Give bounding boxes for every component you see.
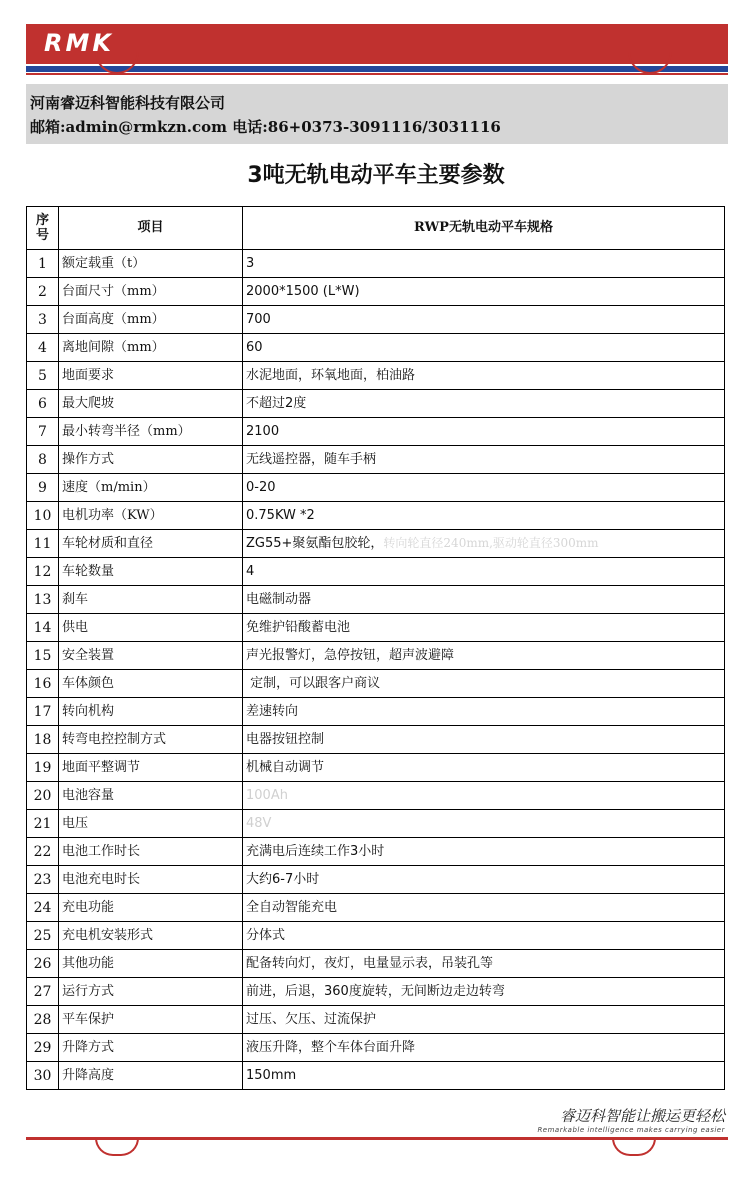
table-row [27, 838, 725, 866]
row-number: 5 [27, 362, 59, 390]
row-spec-text: 3 [246, 255, 255, 271]
row-spec-text: 过压、欠压、过流保护 [246, 1011, 377, 1027]
row-spec-text: 0-20 [246, 479, 276, 495]
row-spec [243, 782, 725, 810]
row-item: 电机功率（KW） [59, 502, 243, 530]
row-spec [243, 978, 725, 1006]
spec-table-body [27, 250, 725, 1090]
row-number: 2 [27, 278, 59, 306]
row-spec-text: ZG55+聚氨酯包胶轮， [246, 536, 384, 551]
row-number: 20 [27, 782, 59, 810]
row-item: 车轮材质和直径 [59, 530, 243, 558]
table-row [27, 894, 725, 922]
row-spec-faint-text: 48V [246, 815, 272, 831]
row-number: 1 [27, 250, 59, 278]
row-spec [243, 670, 725, 698]
table-row [27, 1062, 725, 1090]
row-item: 额定载重（t） [59, 250, 243, 278]
row-spec [243, 474, 725, 502]
spec-table [26, 206, 725, 1090]
table-row [27, 922, 725, 950]
row-spec-text: 大约6-7小时 [246, 871, 320, 887]
row-spec-text: 700 [246, 311, 271, 327]
row-spec [243, 866, 725, 894]
row-spec-text: 0.75KW *2 [246, 507, 315, 523]
table-row [27, 586, 725, 614]
row-spec-text: 配备转向灯，夜灯，电量显示表，吊装孔等 [246, 955, 494, 971]
row-spec [243, 810, 725, 838]
row-number: 10 [27, 502, 59, 530]
row-number: 4 [27, 334, 59, 362]
table-row [27, 782, 725, 810]
row-spec-text: 4 [246, 563, 255, 579]
table-row [27, 362, 725, 390]
table-row [27, 726, 725, 754]
row-number: 13 [27, 586, 59, 614]
row-item: 台面高度（mm） [59, 306, 243, 334]
row-spec [243, 894, 725, 922]
row-number: 12 [27, 558, 59, 586]
row-item: 升降高度 [59, 1062, 243, 1090]
table-row [27, 1034, 725, 1062]
row-spec-text: 2100 [246, 423, 280, 439]
row-number: 9 [27, 474, 59, 502]
table-row [27, 334, 725, 362]
header-no: 序号 [27, 207, 59, 250]
row-number: 8 [27, 446, 59, 474]
table-row [27, 950, 725, 978]
row-item: 最小转弯半径（mm） [59, 418, 243, 446]
row-spec-text: 充满电后连续工作3小时 [246, 843, 385, 859]
company-info [26, 84, 728, 144]
row-spec-text: 分体式 [246, 927, 286, 943]
row-spec [243, 726, 725, 754]
row-spec [243, 362, 725, 390]
row-item: 地面平整调节 [59, 754, 243, 782]
row-spec [243, 278, 725, 306]
table-row [27, 1006, 725, 1034]
row-spec-text: 水泥地面，环氧地面，柏油路 [246, 367, 416, 383]
row-item: 操作方式 [59, 446, 243, 474]
row-spec [243, 1062, 725, 1090]
header-item: 项目 [59, 207, 243, 250]
table-row [27, 614, 725, 642]
table-row [27, 698, 725, 726]
row-spec [243, 250, 725, 278]
row-number: 16 [27, 670, 59, 698]
row-number: 18 [27, 726, 59, 754]
row-spec-text: 定制，可以跟客户商议 [246, 675, 381, 691]
row-number: 22 [27, 838, 59, 866]
row-number: 25 [27, 922, 59, 950]
row-item: 车轮数量 [59, 558, 243, 586]
row-item: 安全装置 [59, 642, 243, 670]
row-number: 23 [27, 866, 59, 894]
table-row [27, 474, 725, 502]
row-spec [243, 1034, 725, 1062]
row-item: 充电功能 [59, 894, 243, 922]
row-number: 7 [27, 418, 59, 446]
row-spec-text: 电磁制动器 [246, 591, 312, 607]
row-spec [243, 698, 725, 726]
row-spec [243, 502, 725, 530]
row-spec [243, 950, 725, 978]
row-item: 离地间隙（mm） [59, 334, 243, 362]
row-number: 15 [27, 642, 59, 670]
row-spec-faint-text: 100Ah [246, 787, 288, 803]
logo-text: RMK [44, 29, 114, 57]
table-row [27, 558, 725, 586]
row-spec-text: 声光报警灯，急停按钮，超声波避障 [246, 647, 455, 663]
row-number: 28 [27, 1006, 59, 1034]
row-item: 运行方式 [59, 978, 243, 1006]
footer-slogan [520, 1105, 725, 1134]
row-spec-text: 液压升降，整个车体台面升降 [246, 1039, 416, 1055]
table-row [27, 250, 725, 278]
row-item: 供电 [59, 614, 243, 642]
table-row [27, 502, 725, 530]
row-spec [243, 642, 725, 670]
row-spec-text: 机械自动调节 [246, 759, 325, 775]
row-number: 14 [27, 614, 59, 642]
footer-arc-right [612, 1138, 656, 1156]
row-spec-text: 差速转向 [246, 703, 299, 719]
row-item: 其他功能 [59, 950, 243, 978]
slogan-en: Remarkable intelligence makes carrying easier [537, 1126, 725, 1134]
header-spec: RWP无轨电动平车规格 [243, 207, 725, 250]
row-number: 11 [27, 530, 59, 558]
row-spec [243, 586, 725, 614]
row-spec-text: 60 [246, 339, 263, 355]
row-number: 27 [27, 978, 59, 1006]
document-title: 3吨无轨电动平车主要参数 [247, 163, 505, 188]
row-number: 26 [27, 950, 59, 978]
table-row [27, 642, 725, 670]
row-number: 17 [27, 698, 59, 726]
header-red-line [26, 73, 728, 75]
row-spec-text: 全自动智能充电 [246, 899, 338, 915]
table-row [27, 418, 725, 446]
table-row [27, 446, 725, 474]
table-row [27, 306, 725, 334]
row-item: 电池容量 [59, 782, 243, 810]
company-name: 河南睿迈科智能科技有限公司 [30, 94, 226, 112]
company-logo [44, 30, 114, 56]
row-spec [243, 334, 725, 362]
row-item: 转弯电控控制方式 [59, 726, 243, 754]
row-item: 地面要求 [59, 362, 243, 390]
row-spec [243, 922, 725, 950]
row-number: 21 [27, 810, 59, 838]
row-spec [243, 446, 725, 474]
table-row [27, 530, 725, 558]
table-row [27, 810, 725, 838]
row-spec [243, 838, 725, 866]
row-spec [243, 390, 725, 418]
row-item: 充电机安装形式 [59, 922, 243, 950]
row-spec [243, 306, 725, 334]
table-row [27, 866, 725, 894]
row-item: 转向机构 [59, 698, 243, 726]
row-item: 电压 [59, 810, 243, 838]
table-row [27, 278, 725, 306]
company-contact: 邮箱:admin@rmkzn.com 电话:86+0373-3091116/3031116 [30, 118, 501, 136]
row-item: 刹车 [59, 586, 243, 614]
row-number: 19 [27, 754, 59, 782]
table-row [27, 978, 725, 1006]
row-item: 电池工作时长 [59, 838, 243, 866]
footer-arc-left [95, 1138, 139, 1156]
row-spec [243, 530, 725, 558]
row-number: 6 [27, 390, 59, 418]
row-spec-text: 2000*1500 (L*W) [246, 283, 360, 299]
row-spec-faint-text: 转向轮直径240mm,驱动轮直径300mm [383, 536, 599, 550]
row-spec-text: 电器按钮控制 [246, 731, 325, 747]
row-spec-text: 无线遥控器，随车手柄 [246, 451, 377, 467]
row-spec-text: 不超过2度 [246, 395, 307, 411]
row-spec [243, 418, 725, 446]
row-item: 车体颜色 [59, 670, 243, 698]
row-number: 24 [27, 894, 59, 922]
row-spec [243, 558, 725, 586]
slogan-cn: 睿迈科智能让搬运更轻松 [559, 1107, 725, 1125]
table-row [27, 390, 725, 418]
row-item: 速度（m/min） [59, 474, 243, 502]
row-item: 最大爬坡 [59, 390, 243, 418]
table-row [27, 670, 725, 698]
row-item: 电池充电时长 [59, 866, 243, 894]
row-spec-text: 150mm [246, 1067, 297, 1083]
row-number: 3 [27, 306, 59, 334]
row-number: 29 [27, 1034, 59, 1062]
table-header-row [27, 207, 725, 250]
row-item: 台面尺寸（mm） [59, 278, 243, 306]
row-spec [243, 1006, 725, 1034]
row-item: 升降方式 [59, 1034, 243, 1062]
row-number: 30 [27, 1062, 59, 1090]
row-spec [243, 754, 725, 782]
row-spec [243, 614, 725, 642]
row-spec-text: 前进，后退，360度旋转，无间断边走边转弯 [246, 983, 505, 999]
row-spec-text: 免维护铅酸蓄电池 [246, 619, 351, 635]
table-row [27, 754, 725, 782]
row-item: 平车保护 [59, 1006, 243, 1034]
